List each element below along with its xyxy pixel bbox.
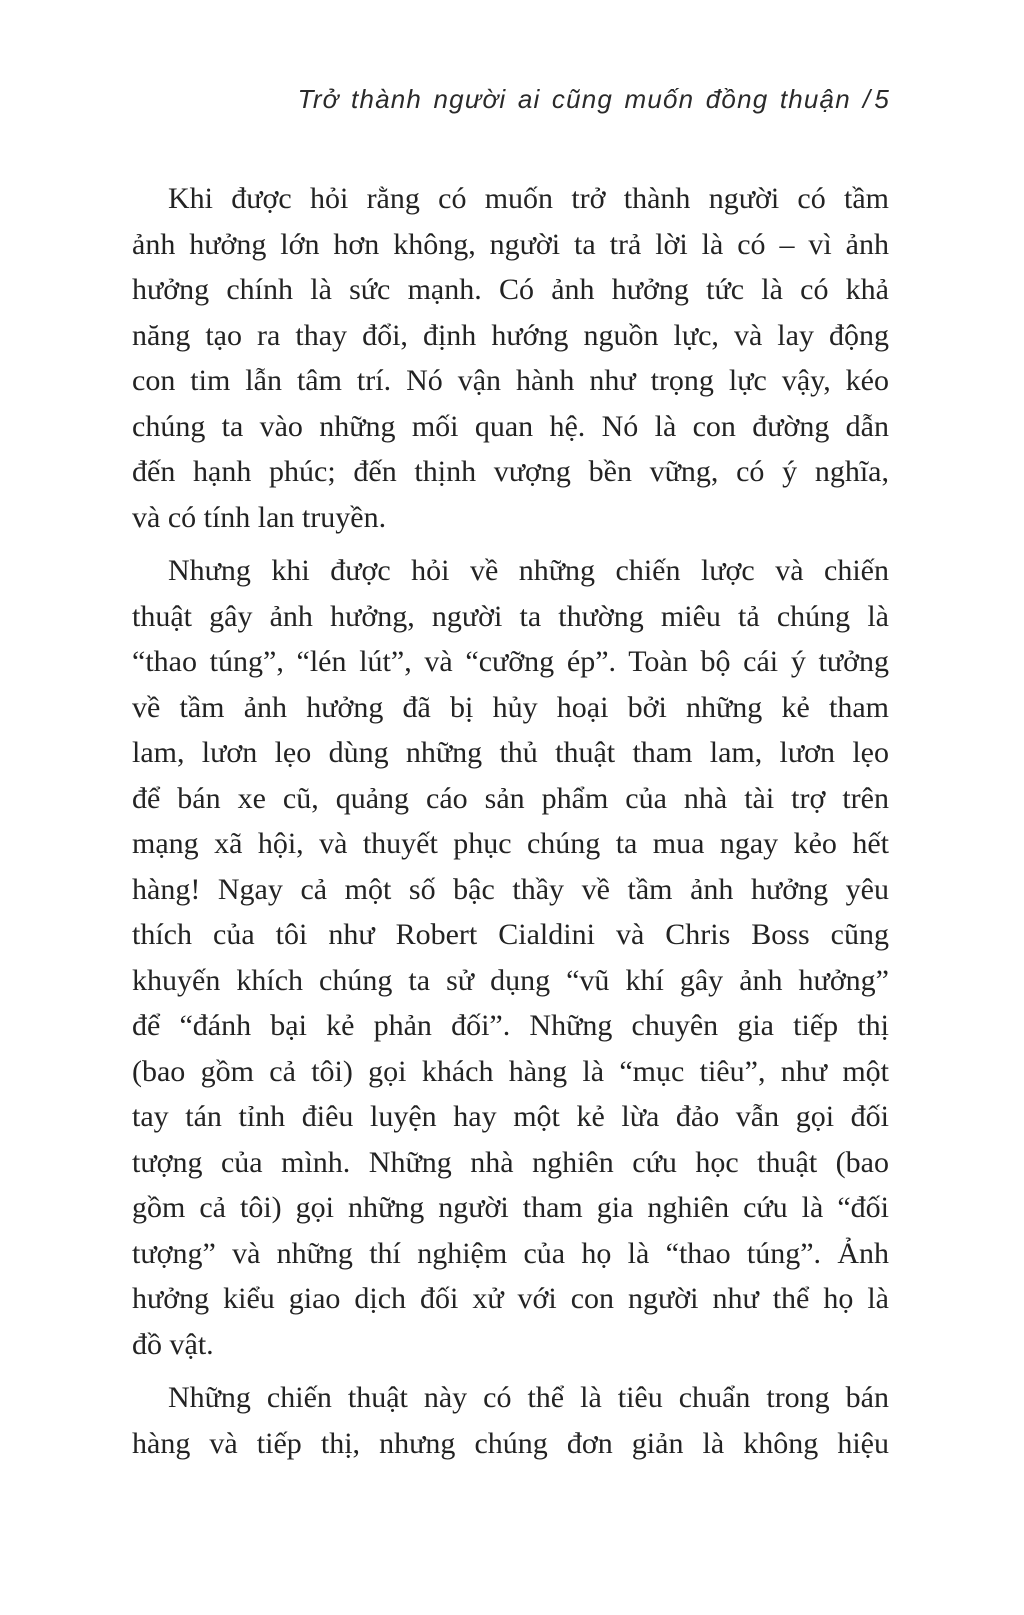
running-header-title: Trở thành người ai cũng muốn đồng thuận [297,84,851,114]
text-line: thuật gây ảnh hưởng, người ta thường miêu tả chúng là [132,599,889,633]
text-line: hưởng kiểu giao dịch đối xử với con người như thể họ là [132,1282,889,1315]
running-header-separator: / [862,84,872,114]
paragraph [132,176,889,540]
text-line: chúng ta vào những mối quan hệ. Nó là con đường dẫn [132,409,889,443]
text-line: ảnh hưởng lớn hơn không, người ta trả lời là có – vì ảnh [132,227,889,261]
text-line: đồ vật. [132,1327,214,1361]
text-line: đến hạnh phúc; đến thịnh vượng bền vững, có ý nghĩa, [132,455,889,488]
page-number: 5 [874,84,890,114]
text-line: và có tính lan truyền. [132,500,387,534]
text-line: mạng xã hội, và thuyết phục chúng ta mua ngay kẻo hết [132,827,889,860]
text-line: hàng và tiếp thị, nhưng chúng đơn giản là không hiệu [132,1426,889,1460]
text-line: để bán xe cũ, quảng cáo sản phẩm của nhà tài trợ trên [132,781,889,815]
text-line: hàng! Ngay cả một số bậc thầy về tầm ảnh hưởng yêu [132,872,889,906]
text-line: (bao gồm cả tôi) gọi khách hàng là “mục tiêu”, như một [132,1054,889,1088]
running-header [132,84,890,114]
text-line: năng tạo ra thay đổi, định hướng nguồn lực, và lay động [132,318,889,352]
text-line: “thao túng”, “lén lút”, và “cưỡng ép”. Toàn bộ cái ý tưởng [132,645,889,678]
text-line: tượng” và những thí nghiệm của họ là “thao túng”. Ảnh [132,1236,889,1270]
text-line: con tim lẫn tâm trí. Nó vận hành như trọng lực vậy, kéo [132,364,889,397]
text-line: khuyến khích chúng ta sử dụng “vũ khí gây ảnh hưởng” [132,963,889,997]
text-line: Những chiến thuật này có thể là tiêu chuẩn trong bán [168,1381,889,1414]
text-line: thích của tôi như Robert Cialdini và Chris Boss cũng [132,918,889,951]
text-line: hưởng chính là sức mạnh. Có ảnh hưởng tức là có khả [132,273,889,306]
text-line: tượng của mình. Những nhà nghiên cứu học thuật (bao [132,1145,889,1179]
text-line: Nhưng khi được hỏi về những chiến lược và chiến [168,554,889,587]
page-body [132,176,889,1474]
text-line: Khi được hỏi rằng có muốn trở thành người có tầm [168,182,889,215]
paragraph [132,1375,889,1466]
text-line: về tầm ảnh hưởng đã bị hủy hoại bởi những kẻ tham [132,690,889,724]
text-line: để “đánh bại kẻ phản đối”. Những chuyên gia tiếp thị [132,1009,889,1042]
text-line: tay tán tỉnh điêu luyện hay một kẻ lừa đảo vẫn gọi đối [132,1100,889,1133]
paragraph [132,548,889,1367]
text-line: lam, lươn lẹo dùng những thủ thuật tham lam, lươn lẹo [132,736,889,769]
text-line: gồm cả tôi) gọi những người tham gia nghiên cứu là “đối [132,1191,889,1224]
